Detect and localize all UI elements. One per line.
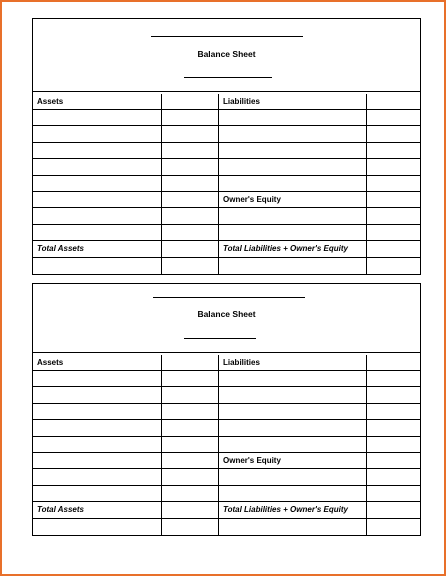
table-row	[33, 453, 420, 469]
sheet-title: Balance Sheet	[197, 309, 256, 319]
total-liabilities-equity-label: Total Liabilities + Owner's Equity	[219, 241, 367, 256]
table-row	[33, 355, 420, 371]
table-row	[33, 371, 420, 387]
assets-amount-cell	[162, 94, 219, 109]
table-row	[33, 110, 420, 126]
table-row	[33, 143, 420, 159]
table-row	[33, 241, 420, 257]
table-row	[33, 519, 420, 535]
liabilities-header: Liabilities	[219, 94, 367, 109]
liabilities-amount-cell	[367, 94, 420, 109]
balance-grid	[33, 355, 420, 535]
assets-header: Assets	[33, 355, 162, 370]
table-row	[33, 387, 420, 403]
owners-equity-label: Owner's Equity	[219, 453, 367, 468]
table-row	[33, 159, 420, 175]
table-row	[33, 176, 420, 192]
sheet-header	[33, 284, 420, 353]
owners-equity-label: Owner's Equity	[219, 192, 367, 207]
total-liabilities-equity-label: Total Liabilities + Owner's Equity	[219, 502, 367, 517]
table-row	[33, 486, 420, 502]
table-row	[33, 94, 420, 110]
table-row	[33, 126, 420, 142]
balance-grid	[33, 94, 420, 274]
name-line	[153, 297, 305, 298]
liabilities-header: Liabilities	[219, 355, 367, 370]
table-row	[33, 420, 420, 436]
total-assets-label: Total Assets	[33, 502, 162, 517]
total-assets-label: Total Assets	[33, 241, 162, 256]
table-row	[33, 258, 420, 274]
name-line	[151, 36, 303, 37]
assets-header: Assets	[33, 94, 162, 109]
table-row	[33, 208, 420, 224]
table-row	[33, 404, 420, 420]
balance-sheet-1	[32, 18, 421, 275]
assets-amount-cell	[162, 355, 219, 370]
sheet-title: Balance Sheet	[197, 49, 256, 59]
date-line	[184, 77, 272, 78]
table-row	[33, 469, 420, 485]
table-row	[33, 502, 420, 518]
table-row	[33, 225, 420, 241]
table-row	[33, 437, 420, 453]
date-line	[184, 338, 256, 339]
table-row	[33, 192, 420, 208]
balance-sheet-2	[32, 283, 421, 536]
liabilities-amount-cell	[367, 355, 420, 370]
sheet-header	[33, 19, 420, 92]
